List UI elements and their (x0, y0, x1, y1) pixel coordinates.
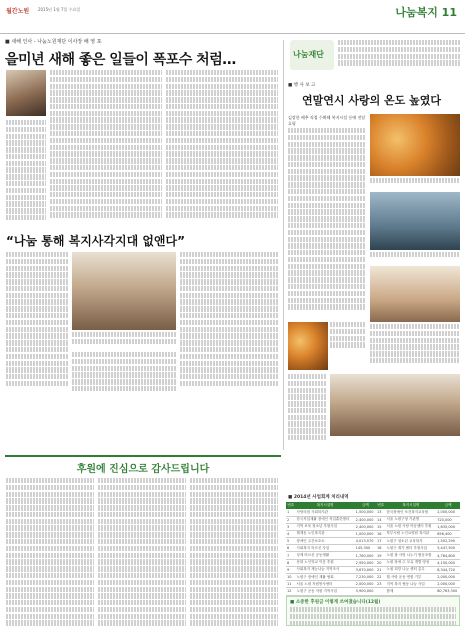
table-cell: 한국장애인 보건복지교육원 (385, 509, 436, 516)
table-cell: 사회복지 어르신 사업 (295, 545, 354, 552)
table-cell: 1,760,000 (355, 552, 376, 559)
table-cell: 1,635,000 (436, 523, 460, 530)
interview-photo (72, 252, 176, 330)
table-cell: 1,000,000 (355, 530, 376, 537)
persimmon-photo (370, 114, 460, 176)
photo-caption (72, 332, 176, 348)
portrait-photo (6, 70, 46, 116)
event-headline: 연말연시 사랑의 온도 높였다 (302, 94, 441, 107)
table-cell (376, 588, 385, 595)
table-cell: 8 (286, 559, 295, 566)
page-header (0, 0, 465, 34)
table-cell: 노원구 재가 센터 후원사업 (385, 545, 436, 552)
table-cell: 서울 노원구청 기관별 (385, 516, 436, 523)
table-cell: 8,344,720 (436, 566, 460, 573)
photo-caption-2 (370, 252, 460, 262)
table-cell: 2 (286, 516, 295, 523)
table-cell: 12 (286, 588, 295, 595)
event-kicker: ■ 행 사 보 고 (288, 83, 316, 88)
table-cell: 16 (376, 530, 385, 537)
article-headline: 을미년 새해 좋은 일들이 폭포수 처럼… (5, 52, 236, 68)
table-row (286, 530, 460, 537)
event-body-3 (288, 374, 326, 454)
table-cell: 월 사랑 운동 연합 기부 (385, 574, 436, 581)
left-article (5, 38, 281, 69)
thanks-title: 후원에 진심으로 감사드립니다 (76, 464, 210, 475)
table-cell: 7 (286, 552, 295, 559)
table-cell: 북부시립 노인요양원 복지관 (385, 530, 436, 537)
table-row (286, 509, 460, 516)
table-cell: 4,150,000 (436, 559, 460, 566)
table-cell: 4 (286, 530, 295, 537)
donor-list-col-2 (98, 478, 186, 628)
fund-usage-title: ■ 소중한 후원금 이렇게 쓰여졌습니다(12월) (290, 600, 381, 605)
logo-text: 나눔재단 (293, 50, 324, 59)
table-cell: 노원구 공동 자원 지역사업 (295, 588, 354, 595)
table-cell: 3,900,000 (355, 588, 376, 595)
table-row (286, 516, 460, 523)
table-cell: 2,000,000 (436, 581, 460, 588)
table-cell: 사회복지 재능나눔 지역조사 (295, 566, 354, 573)
table-cell: 문화 노인학교 이웃 후원 (295, 559, 354, 566)
table-cell: 서울 노원 자원봉사센터 (295, 581, 354, 588)
col-amount-2: 금액 (436, 502, 460, 509)
table-cell: 856,400 (436, 530, 460, 537)
article-body-col-2 (50, 70, 162, 225)
table-cell: 14 (376, 516, 385, 523)
donor-list-col-3 (190, 478, 278, 628)
table-cell: 2,400,000 (355, 523, 376, 530)
table-cell: 21 (376, 566, 385, 573)
photo-caption-3 (330, 322, 366, 370)
table-cell: 3 (286, 523, 295, 530)
table-cell: 13 (376, 509, 385, 516)
table-cell: 23 (376, 581, 385, 588)
table-cell: 노원 참 사랑 나누기 협동조합 (385, 552, 436, 559)
table-cell: 상계 어르신 공동생활 (295, 552, 354, 559)
table-cell: 노원구 장애인 재활 협회 (295, 574, 354, 581)
table-cell: 2,000,000 (355, 581, 376, 588)
table-cell: 합계 (385, 588, 436, 595)
interview-body-col-3 (72, 352, 176, 397)
table-cell: 15 (376, 523, 385, 530)
article-body-col-3 (166, 70, 278, 225)
fund-table (286, 502, 460, 596)
table-row (286, 523, 460, 530)
table-cell: 5 (286, 538, 295, 545)
table-cell: 11 (286, 581, 295, 588)
table-cell: 장애인 주간보호소 (295, 538, 354, 545)
table-cell: 1,500,000 (355, 509, 376, 516)
table-row (286, 581, 460, 588)
donor-list-col-1 (6, 478, 94, 628)
page-title: 나눔복지 11 (395, 6, 457, 19)
table-cell: 월계동 노인복지관 (295, 530, 354, 537)
col-facility: 복지시설명 (295, 502, 354, 509)
table-cell: 10 (286, 574, 295, 581)
table-cell: 2,400,000 (355, 516, 376, 523)
photo-caption-1 (370, 178, 460, 188)
masthead-logo: 월간노원 (6, 8, 30, 15)
table-cell: 6 (286, 545, 295, 552)
table-cell: 4,764,800 (436, 552, 460, 559)
col-amount: 금액 (355, 502, 376, 509)
col-no: 번호 (287, 503, 295, 507)
interview-body-col-2 (180, 252, 278, 397)
table-row (286, 538, 460, 545)
table-cell: 17 (376, 538, 385, 545)
article-kicker: ■ 새해 인사 - 나눔노원재단 이사장 배 영 포 (5, 39, 102, 45)
event-body-2 (370, 324, 460, 370)
table-cell: 19 (376, 552, 385, 559)
table-cell: 2,950,000 (355, 559, 376, 566)
table-cell: 사랑의집 사회복지관 (295, 509, 354, 516)
event-room-photo (370, 266, 460, 322)
table-row (286, 574, 460, 581)
table-cell: 18 (376, 545, 385, 552)
table-row (286, 566, 460, 573)
table-title: ■ 2014년 사업회계 처리내역 (288, 495, 349, 500)
table-row (286, 552, 460, 559)
col-facility-2: 복지시설명 (385, 502, 436, 509)
table-cell: 3,670,000 (355, 566, 376, 573)
foundation-intro (338, 40, 460, 68)
fund-usage-body (290, 607, 456, 625)
group-photo (330, 374, 460, 436)
table-cell: 지역 보육 청소년 후원사업 (295, 523, 354, 530)
table-cell: 노원 희망 나눔 센터 총무 (385, 566, 436, 573)
table-cell: 22 (376, 574, 385, 581)
table-row (286, 545, 460, 552)
issue-date: 2015년 1월 7일 수요일 (38, 7, 81, 12)
table-cell: 80,763,300 (436, 588, 460, 595)
event-subkicker: 김장한 배추 직접 수확해 복지시설 등에 전달 호평 (288, 115, 366, 126)
interview-headline: “나눔 통해 복지사각지대 없앤다” (6, 234, 186, 248)
table-cell: 노원구 청소년 교육복지 (385, 538, 436, 545)
kimchi-photo (370, 192, 460, 250)
fund-usage-box (286, 596, 460, 626)
table-cell: 5,447,500 (436, 545, 460, 552)
table-cell: 2,000,000 (436, 574, 460, 581)
table-row (286, 559, 460, 566)
table-cell: 145,300 (355, 545, 376, 552)
table-cell: 720,000 (436, 516, 460, 523)
article-body-col-1 (6, 120, 46, 225)
table-cell: 서울 노원 사랑 아동센터 후원 (385, 523, 436, 530)
table-cell: 1 (286, 509, 295, 516)
table-cell: 1,502,290 (436, 538, 460, 545)
table-cell: 2,000,000 (436, 509, 460, 516)
thanks-section-banner (5, 455, 281, 473)
table-cell: 노원 장애 수 모유 개별 양성 (385, 559, 436, 566)
table-row (286, 588, 460, 595)
foundation-logo (290, 40, 334, 70)
col-no-2: 번호 (377, 503, 385, 507)
event-body (288, 128, 366, 318)
table-cell: 9 (286, 566, 295, 573)
fund-table-header (286, 502, 460, 509)
fruit-box-photo (288, 322, 328, 370)
table-cell: 지역 복지 협동 나눔 사업 (385, 581, 436, 588)
table-cell: 7,230,000 (355, 574, 376, 581)
interview-body-col-1 (6, 252, 68, 397)
table-cell: 한국직업재활 장애인 직업훈련센터 (295, 516, 354, 523)
table-cell: 20 (376, 559, 385, 566)
table-cell: 4,013,570 (355, 538, 376, 545)
column-divider (283, 40, 284, 450)
